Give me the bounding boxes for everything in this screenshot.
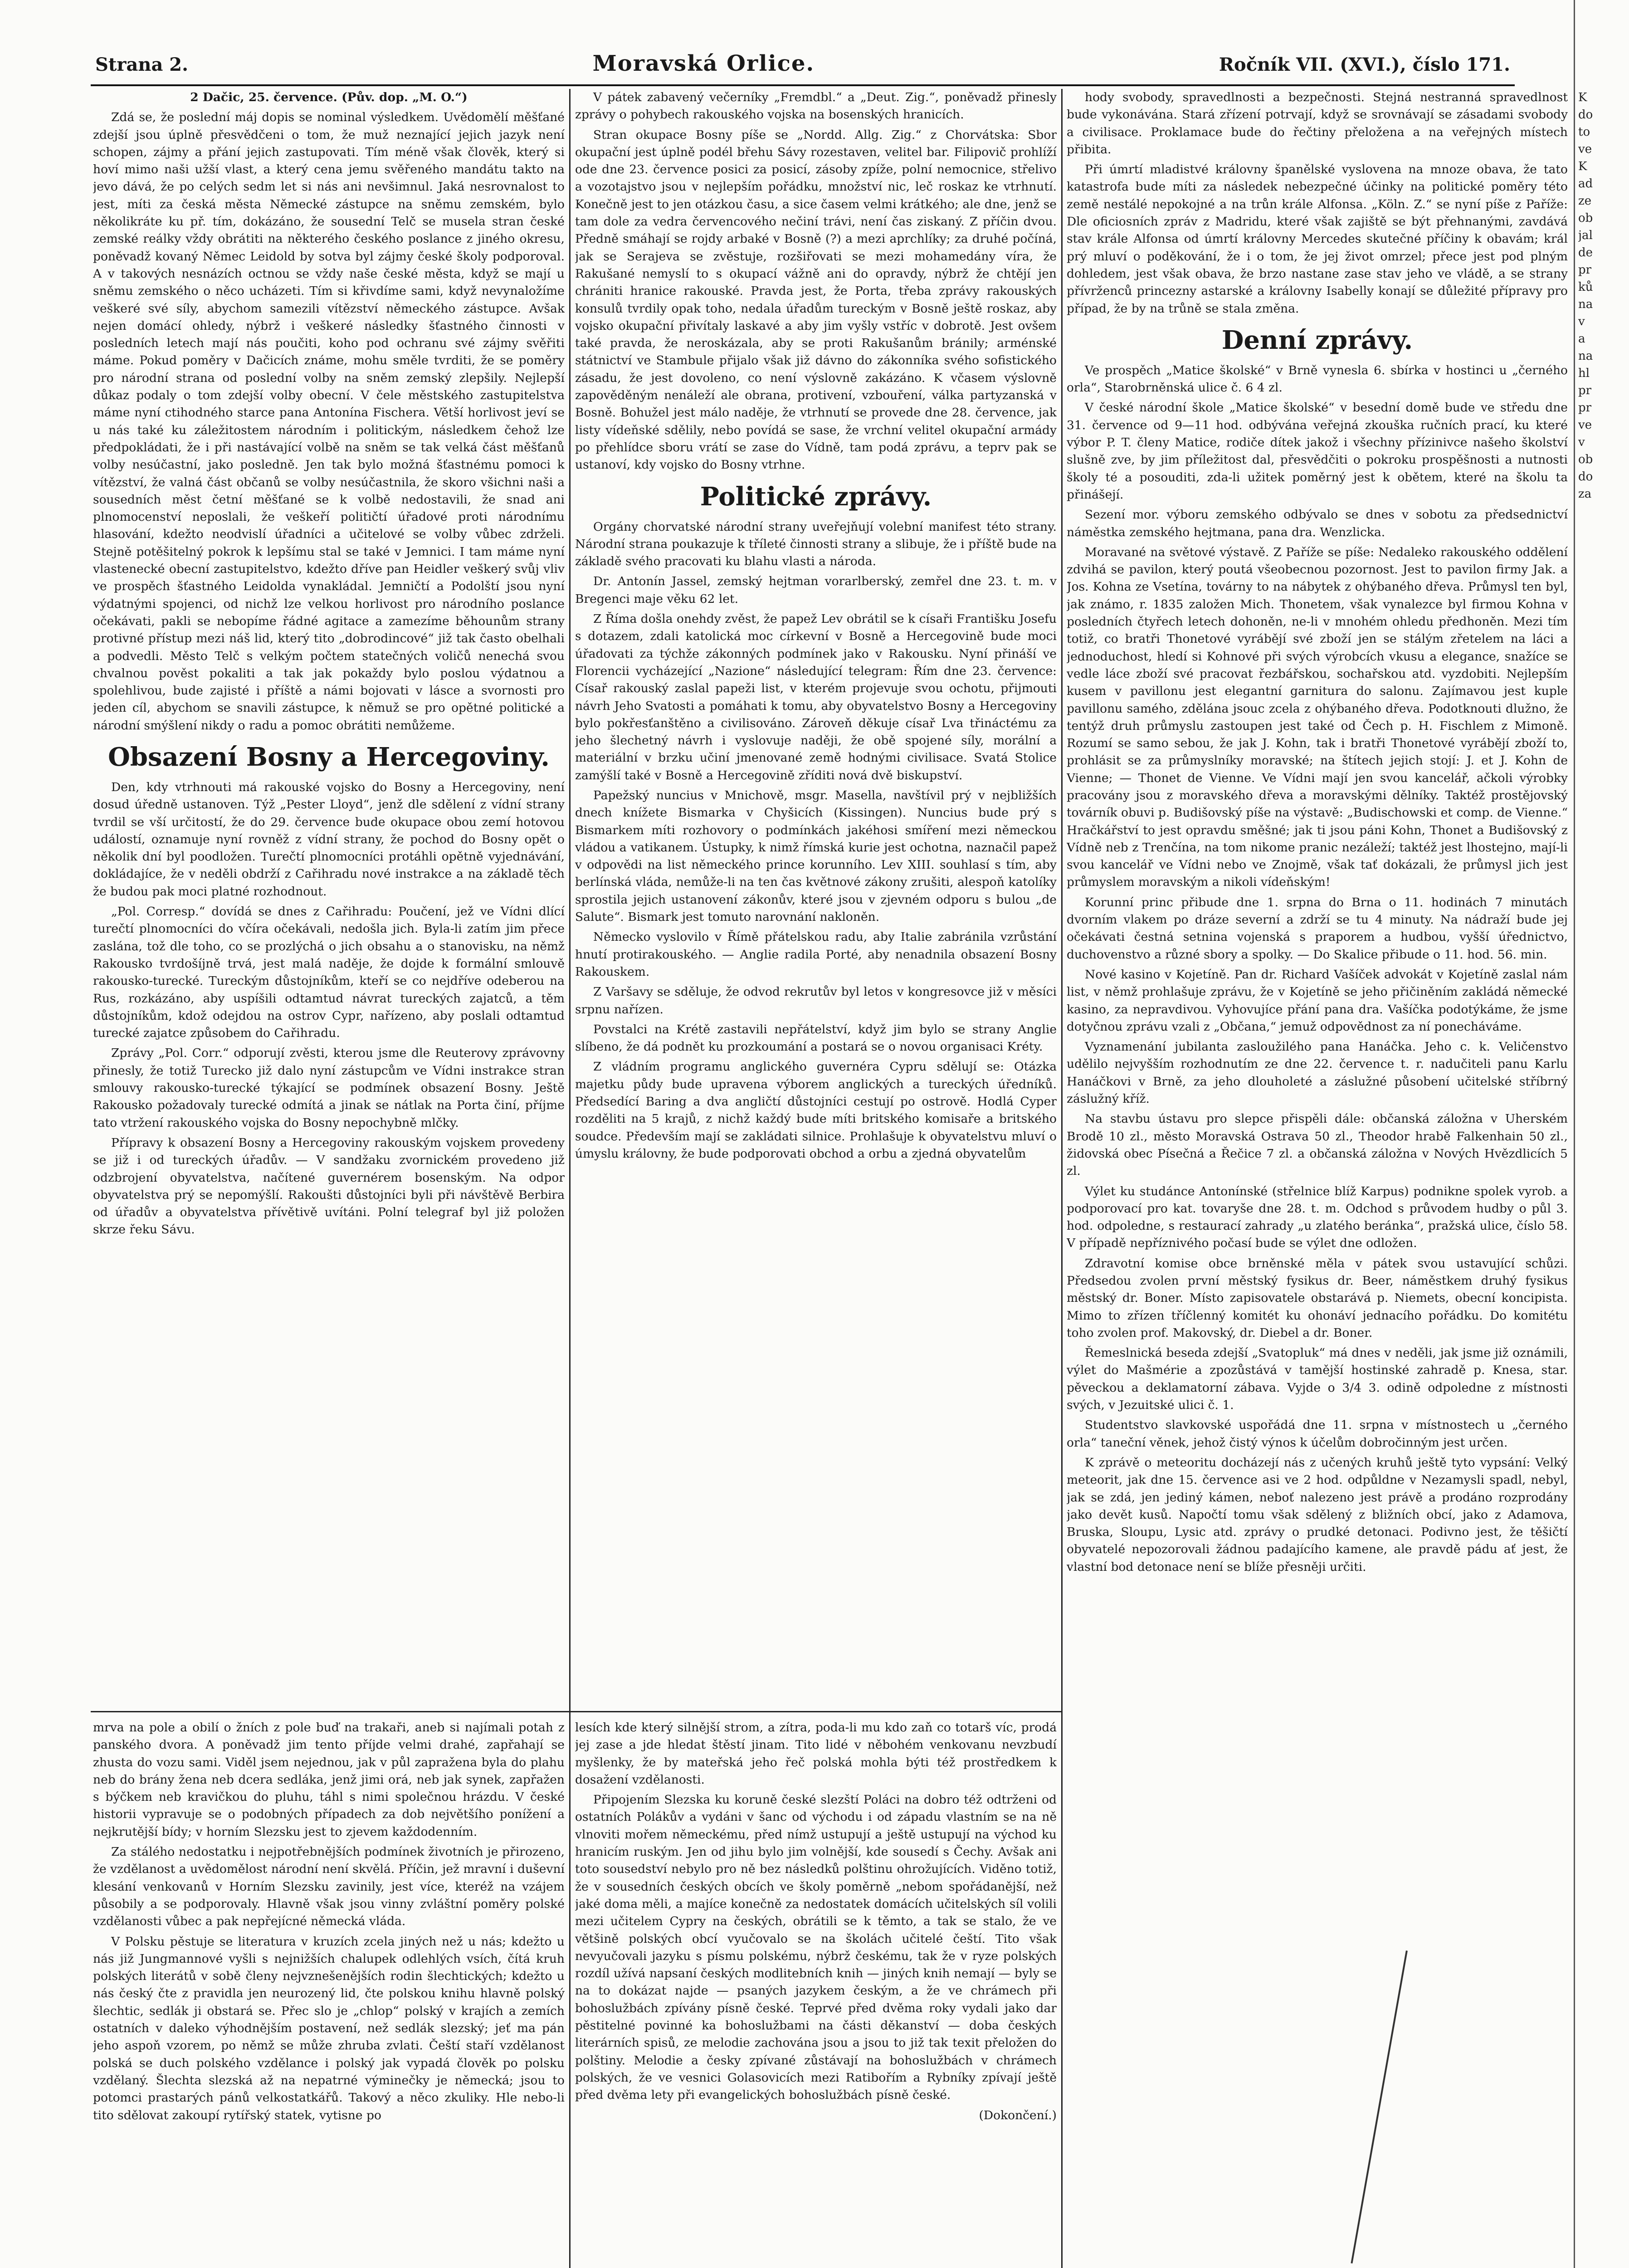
news-item: Studentstvo slavkovské uspořádá dne 11. srpna v místnostech u „černého orla“ taneční věnek, jehož čistý výnos k účelům dobročinným jest určen. [1067,1418,1568,1450]
fragment-line: ad [1578,177,1593,191]
fragment-line: do [1578,470,1593,484]
article-paragraph: Německo vyslovilo v Římě přátelskou radu, aby Italie zabránila vzrůstání hnutí protirakouského. — Anglie radila Porté, aby nenadnila obsazení Bosny Rakouskem. [575,930,1057,979]
fragment-line: ob [1578,211,1593,225]
fragment-line: na [1578,298,1593,311]
feuilleton-paragraph: mrva na pole a obilí o žních z pole buď na trakaři, aneb si najímali potah z panského dvora. A poněvadž jim tento příjde velmi drahé, zapřahají se zhusta do vozu sami. Viděl jsem nejednou, jak v půl zapražena byla do plahu neb do brány žena neb dcera sedláka, jenž jimi orá, neb jak synek, zapřažen s býčkem neb kravičkou do pluhu, táhl s nimi společnou hrázdu. V české historii vypravuje se o podobných případech za dob největšího ponížení a nejkrutější bídy; v horním Slezsku jest to zjevem každodenním. [93,1721,565,1839]
article-heading-politics: Politické zprávy. [700,481,932,512]
feuilleton-column-2 [575,1719,1057,2268]
fragment-line: ve [1578,142,1592,156]
news-item: Výlet ku studánce Antonínské (střelnice blíž Karpus) podnikne spolek vyrob. a podporovací pro kat. tovaryše dne 28. t. m. Odchod s průvodem hudby o půl 3. hod. odpoledne, s restaurací zahrady „u zlatého beránka“, pražská ulice, číslo 58. V případě nepříznivého počasí bude se výlet dne odložen. [1067,1184,1568,1251]
fragment-line: ob [1578,453,1593,466]
article-paragraph: Z Říma došla onehdy zvěst, že papež Lev obrátil se k císaři Františku Josefu s dotazem, zdali katolická moc církevní v Bosně a Hercegovině bude moci úřadovati za týchže zákonných podmínek jako v Rakousku. Nyní přináší ve Florencii vycházející „Nazione“ následující telegram: Řím dne 23. července: Císař rakouský zaslal papeži list, v kterém projevuje svou ochotu, přijmouti návrh Jeho Svatosti a pomáhati k tomu, aby obyvatelstvo Bosny a Hercegoviny bylo pokřesťanštěno a civilisováno. Zároveň děkuje císař Lva třináctému za jeho šlechetný návrh i vyslovuje naději, že obě spojené síly, morální a materiální v brzku učiní jmenované země hodnými civilisace. Svatá Stolice zamýšlí také v Bosně a Hercegovině zříditi nová dvě biskupství. [575,612,1057,782]
news-item: K zprávě o meteoritu docházejí nás z učených kruhů ještě tyto vypsání: Velký meteorit, jak dne 15. července asi ve 2 hod. odpůldne v Nezamysli spadl, nebyl, jak se zdá, jen jediný kámen, neboť nalezeno jest právě a prodáno rozprodány jako devět kusů. Napočtí tomu však sdělený z bližních obcí, jako z Adamova, Bruska, Sloupu, Lysic atd. zprávy o prudké detonaci. Podivno jest, že těšičtí obyvatelé nepozorovali žádnou padajícího kamene, ale pravdě pádu ať jest, že vlastní bod detonace není se blíže přesněji určiti. [1067,1455,1568,1574]
continuation-note: (Dokončení.) [979,2108,1057,2122]
fragment-line: pr [1578,401,1592,415]
fragment-line: v [1578,435,1585,449]
fragment-line: pr [1578,263,1592,277]
news-item: Sezení mor. výboru zemského odbývalo se dnes v sobotu za předsednictví náměstka zemského hejtmana, pana dra. Wenzlicka. [1067,508,1568,539]
news-item: V české národní škole „Matice školské“ v besední domě bude ve středu dne 31. července od 9—11 hod. odbývána veřejná zkouška ručních prací, ku které výbor P. T. členy Matice, rodiče dítek jakož i všechny přízinivce našeho školství slušně zve, by jim příležitost dal, přesvědčiti o pokroku prospěšnosti a nutnosti školy té a posouditi, zda-li užitek poměrný jest k obětem, které na školu ta přinášejí. [1067,401,1568,502]
news-item: Nové kasino v Kojetíně. Pan dr. Richard Vašíček advokát v Kojetíně zaslal nám list, v němž prohlašuje zprávu, že v Kojetíně se jeho přičiněním zakládá německé kasino, za nepravdivou. Vyhovujíce přání pana dra. Vašíčka podotýkáme, že jsme dotyčnou zprávu vzali z „Občana,“ jemuž odpovědnost za ní ponecháváme. [1067,967,1568,1034]
fragment-line: de [1578,246,1593,259]
article-paragraph: Při úmrtí mladistvé královny španělské vyslovena na mnoze obava, že tato katastrofa bude míti za následek nebezpečné účinky na politické poměry této země nestálé nepokojné a na trůn krále Alfonsa. „Köln. Z.“ se nyní píše z Paříže: Dle oficiosních zpráv z Madridu, které však zajiště se být přehnanými, zavdává stav krále Alfonsa od úmrtí královny Mercedes skutečné příčiny k obavám; král prý mluví o poděkování, že i o tom, že jej život omrzel; přece jest pod plným dohledem, jest však obava, že brzo nastane zase stav jeho ve vládě, a se strany přívrženců princezny astarské a královny Isabelly konají se důležité přípravy pro případ, že by na trůně se stala změna. [1067,162,1568,316]
fragment-line: ků [1578,280,1593,294]
issue-info: Ročník VII. (XVI.), číslo 171. [1219,54,1510,75]
column-1 [93,89,565,1707]
fragment-line: za [1578,487,1592,501]
article-paragraph: Papežský nuncius v Mnichově, msgr. Masella, navštívil prý v nejbližších dnech knížete Bismarka v Chyšicích (Kissingen). Nuncius bude prý s Bismarkem míti rozhovory o podmínkách jakéhosi smíření mezi německou vládou a vatikanem. Ústupky, k nimž římská kurie jest ochotna, naznačil papež v odpovědi na list německého prince korunního. Lev XIII. souhlasí s tím, aby berlínská vláda, nemůže-li na ten čas květnové zákony zrušiti, alespoň katolíky sprostila jejich ustanovení zákonův, které jsou v zjevném odporu s bulou „de Salute“. Bismark jest tomuto narovnání nakloněn. [575,788,1057,924]
fragment-line: pr [1578,384,1592,397]
column-divider [569,89,571,2268]
article-paragraph: Dr. Antonín Jassel, zemský hejtman vorarlberský, zemřel dne 23. t. m. v Bregenci maje věku 62 let. [575,574,1057,606]
feuilleton-paragraph: Za stálého nedostatku i nejpotřebnějších podmínek životních je přirozeno, že vzdělanost a uvědomělost národní není skvělá. Příčin, jež mravní i duševní klesání venkovanů v Horním Slezsku zavinily, jest více, kteréž na vzájem působily a se podporovaly. Hlavně však jsou vinny zvláštní poměry polské vzdělanosti vůbec a pak nepřejícné německá vláda. [93,1845,565,1929]
fragment-line: a [1578,332,1585,346]
article-paragraph: Den, kdy vtrhnouti má rakouské vojsko do Bosny a Hercegoviny, není dosud úředně ustanoven. Týž „Pester Lloyd“, jenž dle sdělení z vídní strany tvrdil se vší určitostí, že do 29. července bude okupace obou zemí hotovou událostí, oznamuje nyní rovněž z vídní strany, že pochod do Bosny opět o několik dní byl poodložen. Turečtí plnomocníci protáhli opětně vyjednávání, dokládajíce, že v neděli obdrží z Cařihradu nové instrakce a na základě těch že budou pak moci platné rozhodnout. [93,780,565,899]
page-fold-line [1574,0,1575,2268]
page-number: Strana 2. [95,54,189,75]
fragment-line: to [1578,125,1590,139]
feuilleton-column-1 [93,1719,565,2268]
article-paragraph: hody svobody, spravedlnosti a bezpečnosti. Stejná nestranná spravedlnost bude vykonávána. Stará zřízení potrvají, když se srovnávají se zásadami svobody a civilisace. Proklamace bude do řečtiny přeložena a na veřejných místech přibita. [1067,90,1568,156]
article-paragraph: „Pol. Corresp.“ dovídá se dnes z Cařihradu: Poučení, jež ve Vídni dlící turečtí plnomocníci do včíra očekávali, nedošla jich. Byla-li zatím jim přece zaslána, tož dle toho, co se prozlýchá o jich obsahu a o stanovisku, na němž Rakousko tvrdošíjně trvá, jest malá naděje, že dojde k formální smlouvě rakousko-turecké. Tureckým důstojníkům, kteří se co nejdříve odeberou na Rus, rozkázáno, aby uspíšili odtamtud návrat tureckých zajatců, a těm důstojníkům, kdož odejdou na ostrov Cypr, nařízeno, aby poslali odtamtud turecké zajatce způsobem do Cařihradu. [93,904,565,1041]
fragment-line: K [1578,91,1587,104]
article-paragraph: Povstalci na Krétě zastavili nepřátelství, když jim bylo se strany Anglie slíbeno, že dá podnět ku prozkoumání a postará se o novou organisaci Kréty. [575,1022,1057,1054]
feuilleton-paragraph: V Polsku pěstuje se literatura v kruzích zcela jiných než u nás; kdežto u nás již Jungmannové vyšli s nejnižších chalupek odlehlých vsích, čítá kruh polských literátů v sobě členy nejvznešenějších rodin šlechtických; kdežto u nás český čte z pravidla jen neurozený lid, čte polskou knihu hlavně polský šlechtic, sedlák ji obstará se. Přec slo je „chlop“ polský v krajích a zemích ostatních v daleko výhodnějším postavení, než sedlák slezský; jeť ma pán jeho aspoň vzorem, po němž se může zhruba zvlati. Čeští staří vzdělanost polská se duch polského vzdělance i polský jak vypadá člověk po polsku vzdělaný. Šlechta slezská až na nepatrné výminečky je německá; jsou to potomci prastarých pánů velkostatkářů. Takový a něco zkuliky. Hle nebo-li tito sdělovat zakoupí rytířský statek, vytisne po [93,1934,565,2122]
feuilleton-rule [91,1711,1061,1712]
fragment-line: hl [1578,367,1590,380]
feuilleton-paragraph: lesích kde který silnější strom, a zítra, poda-li mu kdo zaň co totarš víc, prodá jej zase a jde hledat štěstí jinam. Tito lidé v něbohém venkovanu nevzbudí myšlenky, že by mateřská jeho řeč polská mohla býti též prostředkem k dosažení vzdělanosti. [575,1721,1057,1787]
facing-page-fragment [1578,89,1629,2268]
page-header [95,51,1510,83]
fragment-line: na [1578,349,1593,363]
article-paragraph: V pátek zabavený večerníky „Fremdbl.“ a „Deut. Zig.“, poněvadž přinesly zprávy o pohybech rakouského vojska na bosenských hranicích. [575,90,1057,122]
news-item: Na stavbu ústavu pro slepce přispěli dále: občanská záložna v Uherském Brodě 10 zl., město Moravská Ostrava 50 zl., Theodor hrabě Falkenhain 50 zl., židovská obec Písečná a Řečice 7 zl. a občanská záložna v Nových Hvězdlicích 5 zl. [1067,1112,1568,1178]
feuilleton-paragraph: Připojením Slezska ku koruně české slezští Poláci na dobro též odtrženi od ostatních Polákův a vydáni v šanc od východu i od západu vlastním se na ně vlnoviti mořem německému, před nímž ustupují a ještě ustupují na východ ku hranicím ruským. Jen od jihu bylo jim volnější, kde sousedí s Čechy. Avšak ani toto sousedství nebylo pro ně bez následků polštinu ohrožujících. Viděno totiž, že v sousedních českých obcích ve školy poměrně „nebom spořádanější, než jaké doma měli, a majíce konečně za nedostatek domácích učitelských síl volili mezi učitelem Cypry na českých, obrátili se k těmto, a tak se stalo, že ve většině polských obcí vyučovalo se na školách učitelé čeští. Tito však nevyučovali jazyku s písmu polskému, nýbrž českému, tak že v ryze polských rozdíl užívá napsaní českých modlitebních knih — jiných knih nemají — byly se na to dokázat najde — psaných jazykem českým, a že ve chrámech při bohoslužbách zpívány písně české. Teprvé před dvěma roky vydali jako dar pěstitelné povinné ka bohoslužbami na části děkanství — doba českých literárních spisů, ze melodie zachována jsou a jsou to již tak texit přeložen do polštiny. Melodie a česky zpívané zůstávají na bohoslužbách v chrámech polských, že ve vesnici Golasovicích mezi Ratibořím a Rybníky zpívají ještě před dvěma lety při evangelických bohoslužbách písně české. [575,1793,1057,2102]
newspaper-title: Moravská Orlice. [592,51,815,76]
news-item: Zdravotní komise obce brněnské měla v pátek svou ustavující schůzi. Předsedou zvolen první městský fysikus dr. Beer, náměstkem druhý fysikus městský dr. Boner. Místo zapisovatele obstarává p. Niemets, obecní koncipista. Mimo to zřízen tříčlenný komitét ku ohonáví jednacího pořádku. Do komitétu toho zvolen prof. Makovský, dr. Diebel a dr. Boner. [1067,1256,1568,1340]
column-3 [1067,89,1568,2268]
news-item: Korunní princ přibude dne 1. srpna do Brna o 11. hodinách 7 minutách dvorním vlakem po dráze severní a zdrží se tu 4 minuty. Na nádraží bude jej očekávati čestná setnina vojenská s praporem a hudbou, vyšší úřednictvo, duchovenstvo a různé sbory a spolky. — Do Skalice přibude o 11. hod. 56. min. [1067,895,1568,962]
fragment-line: jal [1578,229,1593,242]
column-divider [1061,89,1063,2268]
fragment-line: ze [1578,194,1592,208]
fragment-line: v [1578,315,1585,328]
column-2 [575,89,1057,1707]
news-item: Ve prospěch „Matice školské“ v Brně vynesla 6. sbírka v hostinci u „černého orla“, Starobrněnská ulice č. 6 4 zl. [1067,363,1568,395]
article-paragraph: Orgány chorvatské národní strany uveřejňují volební manifest této strany. Národní strana poukazuje k tříleté činnosti strany a slibuje, že i příště bude na základě svého pracovati ku blahu vlasti a národa. [575,519,1057,569]
article-paragraph: Zdá se, že poslední máj dopis se nominal výsledkem. Uvědomělí měšťané zdejší jsou úplně přesvědčeni o tom, že muž neznající jejich jazyk není schopen, zájmy a přání jejich zastupovati. Tím méně však člověk, který si hoví mimo naši užší vlast, a který cena jemu svěřeného mandátu takto na jevo dává, že po celých sedm let si nás ani nevšimnul. Jaká nesrovnalost to jest, míti za česká města Německé zástupce na sněmu zemském, bylo několikráte ku př. tím, dokázáno, že sousední Telč se musela stran české zemské reálky vždy obrátiti na některého českého poslance z jiného okresu, poněvadž kovaný Němec Leidold by sotva byl zájmy české školy podporoval. A v takových nesnázích octnou se vždy naše české města, když se mají u sněmu zemského o něco ucházeti. Tím si křivdíme sami, když nevynaložíme veškeré své síly, abychom samezili vítězství německého zástupce. Avšak nejen domácí ohledy, nýbrž i veškeré následky šťastného činnosti v posledních letech mají nás poučiti, koho pod ochranu své zájmy svěřiti máme. Pokud poměry v Dačicích známe, mohu směle tvrditi, že se poměry pro národní strana od poslední volby na sněm zemský zlepšily. Nejlepší důkaz podaly o tom zdejší volby obecní. V čele městského zastupitelstva máme nyní ctihodného starce pana Antonína Fischera. Větší horlivost jeví se u nás také ku záležitostem národním i politickým, následkem čehož lze předpokládati, že i při nastávající volbě na sněm se tak velká část měšťanů volby nesúčastní, jako posledně. Jen tak bylo možná šťastnému pomoci k vítězství, že valná část občanů se volby nesúčastnila, že skoro všichni naši a sousedních měst četní měšťané se k volbě nedostavili, že snad ani plnomocenství neposlali, že veškeří političtí úřadové proti národnímu hlasování, kdežto neodvislí úřadníci a učitelové se volby vůbec zdrželi. Stejně potěšitelný pokrok k lepšímu stal se také v Jemnici. I tam máme nyní vlastenecké obecní zastupitelstvo, kdežto dříve pan Heidler veškerý svůj vliv ve prospěch šťastného Leidolda vynakládal. Jemničtí a Podolští jsou nyní výdatnými spojenci, od nichž lze velkou horlivost pro národního poslance očekávati, pakli se nebopíme řádné agitace a zamezíme běhounům strany protivné přístup mezi náš lid, který tito „dobrodincové“ již tak často obelhali a podvedli. Město Telč s velkým počtem statečných voličů nenechá svou chvalnou pověst pokaliti a tak jak pokaždy bylo poslou výdatnou a spolehlivou, bude zajisté i příště a námi bojovati v lásce a svornosti pro jeden cíl, abychom se snavili zástupce, k němuž se pro opětné politické a národní smýšlení nikdy o radu a pomoc obrátiti nemůžeme. [93,110,565,733]
news-item: Vyznamenání jubilanta zasloužilého pana Hanáčka. Jeho c. k. Veličenstvo udělilo nejvyšším rozhodnutím ze dne 22. července t. r. nadučiteli panu Karlu Hanáčkovi v Brně, za jeho dlouholeté a záslužné působení učitelské stříbrný záslužný kříž. [1067,1040,1568,1106]
fragment-line: K [1578,160,1587,173]
article-paragraph: Stran okupace Bosny píše se „Nordd. Allg. Zig.“ z Chorvátska: Sbor okupační jest úplně podél břehu Sávy rozestaven, velitel bar. Filipovič prohlíží ode dne 23. července posici za posicí, zásoby zpíže, polní nemocnice, střelivo a vozotajstvo jsou v nejlepším pořádku, množství nic, leč roskaz ke vtrhnutí. Konečně jest to jen otázkou času, a sice časem velmi krátkého; ale dne, jenž se tam dole za vedra červencového nečiní trávi, není čas ziskaný. Z příčin dvou. Předně smáhají se rojdy arbaké v Bosně (?) a mezi aprchlíky; za druhé počíná, jak se Serajeva se zvěstuje, rozšiřovati se mezi mohamedány víra, že Rakušané nemyslí to s okupací vážně ani do opravdy, nýbrž že chtějí jen chrániti hranice rakouské. Pravda jest, že Porta, třeba zprávy rakouských konsulů tvrdily opak toho, nedala úřadům tureckým v Bosně ještě roskaz, aby vojsko okupační přivítaly laskavé a aby jim vyšly vstříc v dobrotě. Jest ovšem také pravda, že neroskázala, aby se proti Rakušanům bránily; arménské státnictví ve Stambule přijalo však již dávno do zákonníka svého sofistického zásadu, že jest dovoleno, co není výslovně zakázáno. K včasem výslovně zapověděným nenáleží ale obrana, protivení, vzbouření, válka partyzanská v Bosně. Bohužel jest málo naděje, že vtrhnutí se provede dne 28. července, jak listy vídeňské sdělily, nebo povídá se sase, že vrchní velitel okupační armády po přehlídce sboru vrátí se zase do Vídně, tam podá zprávu, a teprv pak se ustanoví, kdy vojsko do Bosny vtrhne. [575,127,1057,472]
article-paragraph: Z vládním programu anglického guvernéra Cypru sdělují se: Otázka majetku půdy bude upravena výborem anglických a tureckých úředníků. Předsedící Baring a dva angličtí důstojníci cestují po ostrově. Hodlá Cyper rozděliti na 5 krajů, z nichž každý bude míti britského komisaře a britského soudce. Především mají se zakládati silnice. Prohlašuje k obyvatelstvu mluví o úmyslu královny, že bude podporovati obchod a orbu a zjedná obyvatelům [575,1060,1057,1161]
fragment-line: ve [1578,418,1592,432]
article-paragraph: Z Varšavy se sděluje, že odvod rekrutův byl letos v kongresovce již v měsíci srpnu nařízen. [575,985,1057,1017]
header-rule [91,84,1515,86]
fragment-line: do [1578,108,1593,122]
news-item: Moravané na světové výstavě. Z Paříže se píše: Nedaleko rakouského oddělení zdvihá se pavilon, který poutá všeobecnou pozornost. Jest to pavilon firmy Jak. a Jos. Kohna ze Vsetína, továrny to na nábytek z ohýbaného dřeva. Průmysl ten byl, jak známo, r. 1835 založen Mich. Thonetem, však vynalezce byl firmou Kohna v posledních čtyřech letech dohoněn, ne-li v mnohém ohledu předhoněn. Mezi tím totiž, co bratři Thonetové vyrábějí své zboží jen se stálým zřetelem na láci a jednoduchost, hledí si Kohnové při svých výrobcích vkusu a elegance, snažíce se vedle láce zboží své pracovat řezbářskou, sochařskou atd. vyzdobiti. Nejlepším kusem v pavillonu jest elegantní garnitura do salonu. Zajímavou jest kuple pavillonu samého, zdělána jsouc zcela z ohýbaného dřeva. Podotknouti dlužno, že tentýž druh průmyslu zastoupen jest také od Čech p. H. Fischlem z Mimoně. Rozumí se samo sebou, že jak J. Kohn, tak i bratři Thonetové vyrábějí zboží to, prohlásit se za průmyslníky moravské; na štítech jejich stojí: J. et J. Kohn de Vienne; — Thonet de Vienne. Ve Vídni mají jen svou kancelář, ačkoli výrobky pracovány jsou z moravského dřeva a moravskými dělníky. Taktéž prostějovský továrník obuvi p. Budišovský píše na výstavě: „Budischowski et comp. de Vienne.“ Hračkářství to jest opravdu směšné; jak ti jsou páni Kohn, Thonet a Budišovský z Vídně neb z Trenčína, na tom nikome pranic nezáleží; taktéž jest lhostejno, mají-li svou kancelář ve Vídni nebo ve Znojmě, však tať dokázali, že průmysl jich jest průmyslem moravským a nikoli vídeňským! [1067,545,1568,890]
news-item: Řemeslnická beseda zdejší „Svatopluk“ má dnes v neděli, jak jsme již oznámili, výlet do Mašmérie a zpozůstává v tamější hostinské zahradě p. Knesa, star. pěveckou a deklamatorní zábava. Vyjde o 3/4 3. odině odpoledne z místnosti svých, v Jezuitské ulici č. 1. [1067,1346,1568,1413]
article-paragraph: Přípravy k obsazení Bosny a Hercegoviny rakouským vojskem provedeny se již i od tureckých úřadův. — V sandžaku zvornickém provedeno již odzbrojení obyvatelstva, načítené guvernérem bosenským. Na odpor obyvatelstva prý se nepomýšlí. Rakoušti důstojníci byli při návštěvě Berbira od úřadův a obyvatelstva přívětivě uvítáni. Polní telegraf byl již položen skrze řeku Sávu. [93,1135,565,1237]
article-heading-daily-news: Denní zprávy. [1221,325,1413,355]
article-heading-bosnia: Obsazení Bosny a Hercegoviny. [108,742,550,772]
dispatch-dateline: 2 Dačic, 25. července. (Pův. dop. „M. O.“) [190,90,468,104]
article-paragraph: Zprávy „Pol. Corr.“ odporují zvěsti, kterou jsme dle Reuterovy zprávovny přinesly, že totiž Turecko již dalo nyní zástupcům ve Vídni instrakce stran smlouvy rakousko-turecké týkající se podmínek obsazení Bosny. Ještě Rakousko požadovaly turecké odmítá a jinak se nátlak na Porta činí, příjme tato vtržení rakouského vojska do Bosny nepochybně mlčky. [93,1046,565,1130]
